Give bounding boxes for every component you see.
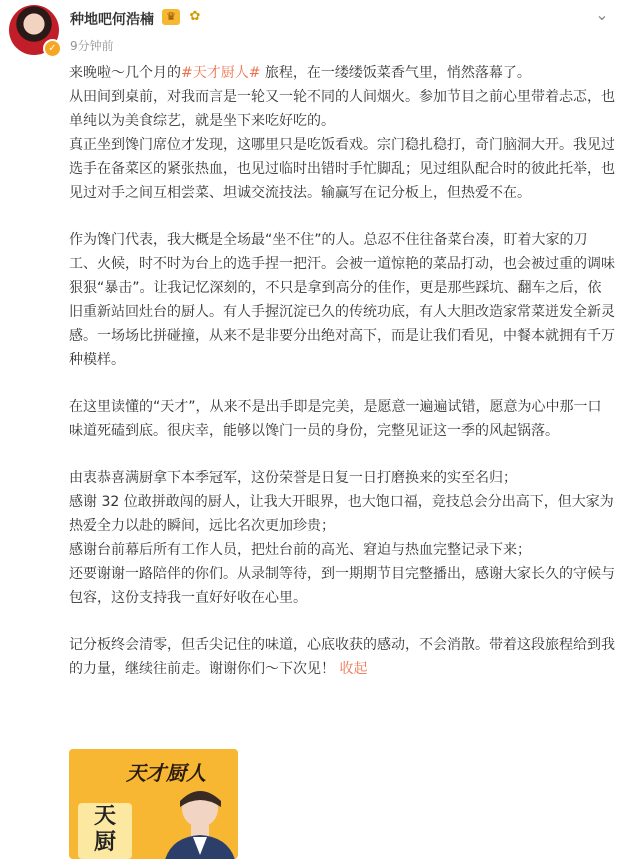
post-paragraph: 从田间到桌前，对我而言是一轮又一轮不同的人间烟火。参加节目之前心里带着忐忑，也单纯以为美食综艺，就是坐下来吃好吃的。 (69, 89, 615, 129)
post-line: 由衷恭喜满厨拿下本季冠军，这份荣誉是日复一日打磨换来的实至名归； (69, 470, 517, 486)
verified-badge-icon: ✓ (43, 39, 62, 58)
show-title-block (78, 803, 132, 859)
show-logo: 天才厨人 (126, 761, 206, 785)
post-line: 还要谢谢一路陪伴的你们。从录制等待，到一期期节目完整播出，感谢大家长久的守候与包容，这份支持我一直好好收在心里。 (69, 566, 615, 606)
post-line: 感谢 32 位敢拼敢闯的厨人，让我大开眼界，也大饱口福，竞技总会分出高下，但大家为热爱全力以赴的瞬间，远比名次更加珍贵； (69, 494, 614, 534)
post-timestamp[interactable]: 9分钟前 (70, 39, 114, 53)
post-line: 感谢台前幕后所有工作人员，把灶台前的高光、窘迫与热血完整记录下来； (69, 542, 531, 558)
text-span: 记分板终会清零，但舌尖记住的味道，心底收获的感动，不会消散。带着这段旅程给到我的力量，继续往前走。谢谢你们～下次见！ (69, 637, 615, 677)
username[interactable]: 种地吧何浩楠 (70, 12, 154, 28)
paragraph-gap (69, 372, 615, 395)
hashtag-link[interactable]: #天才厨人# (181, 65, 261, 81)
post-content (69, 61, 615, 681)
paragraph-gap (69, 443, 615, 466)
post-paragraph (69, 61, 615, 85)
paragraph-gap (69, 205, 615, 228)
text-span: 来晚啦～几个月的 (69, 65, 181, 81)
crown-icon[interactable]: ♛ (162, 9, 180, 25)
title-char: 厨 (93, 829, 116, 855)
text-span: 旅程，在一缕缕饭菜香气里，悄然落幕了。 (260, 65, 531, 81)
collapse-link[interactable]: 收起 (339, 661, 368, 677)
post-image-card[interactable] (69, 749, 238, 859)
post-paragraph: 真正坐到馋门席位才发现，这哪里只是吃饭看戏。宗门稳扎稳打，奇门脑洞大开。我见过选手在备菜区的紧张热血，也见过临时出错时手忙脚乱；见过组队配合时的彼此托举，也见过对手之间互相尝菜、坦诚交流技法。输赢写在记分板上，但热爱不在。 (69, 137, 615, 201)
post-paragraph (69, 633, 615, 681)
post-paragraph: 在这里读懂的“天才”，从来不是出手即是完美，是愿意一遍遍试错，愿意为心中那一口味道死磕到底。很庆幸，能够以馋门一员的身份，完整见证这一季的风起锅落。 (69, 399, 602, 439)
paragraph-gap (69, 610, 615, 633)
post-header (0, 0, 629, 60)
post-paragraph: 作为馋门代表，我大概是全场最“坐不住”的人。总忍不住往备菜台凑，盯着大家的刀工、火候，时不时为台上的选手捏一把汗。会被一道惊艳的菜品打动，也会被过重的调味狠狠“暴击”。让我记忆深刻的，不只是拿到高分的佳作，更是那些踩坑、翻车之后，依旧重新站回灶台的厨人。有人手握沉淀已久的传统功底，有人大胆改造家常菜迸发全新灵感。一场场比拼碰撞，从来不是非要分出绝对高下，而是让我们看见，中餐本就拥有千万种模样。 (69, 232, 615, 368)
chevron-down-icon[interactable]: ⌄ (595, 5, 609, 24)
person-image (155, 779, 238, 859)
flower-icon[interactable]: ✿ (189, 9, 201, 24)
title-char: 天 (93, 803, 116, 829)
